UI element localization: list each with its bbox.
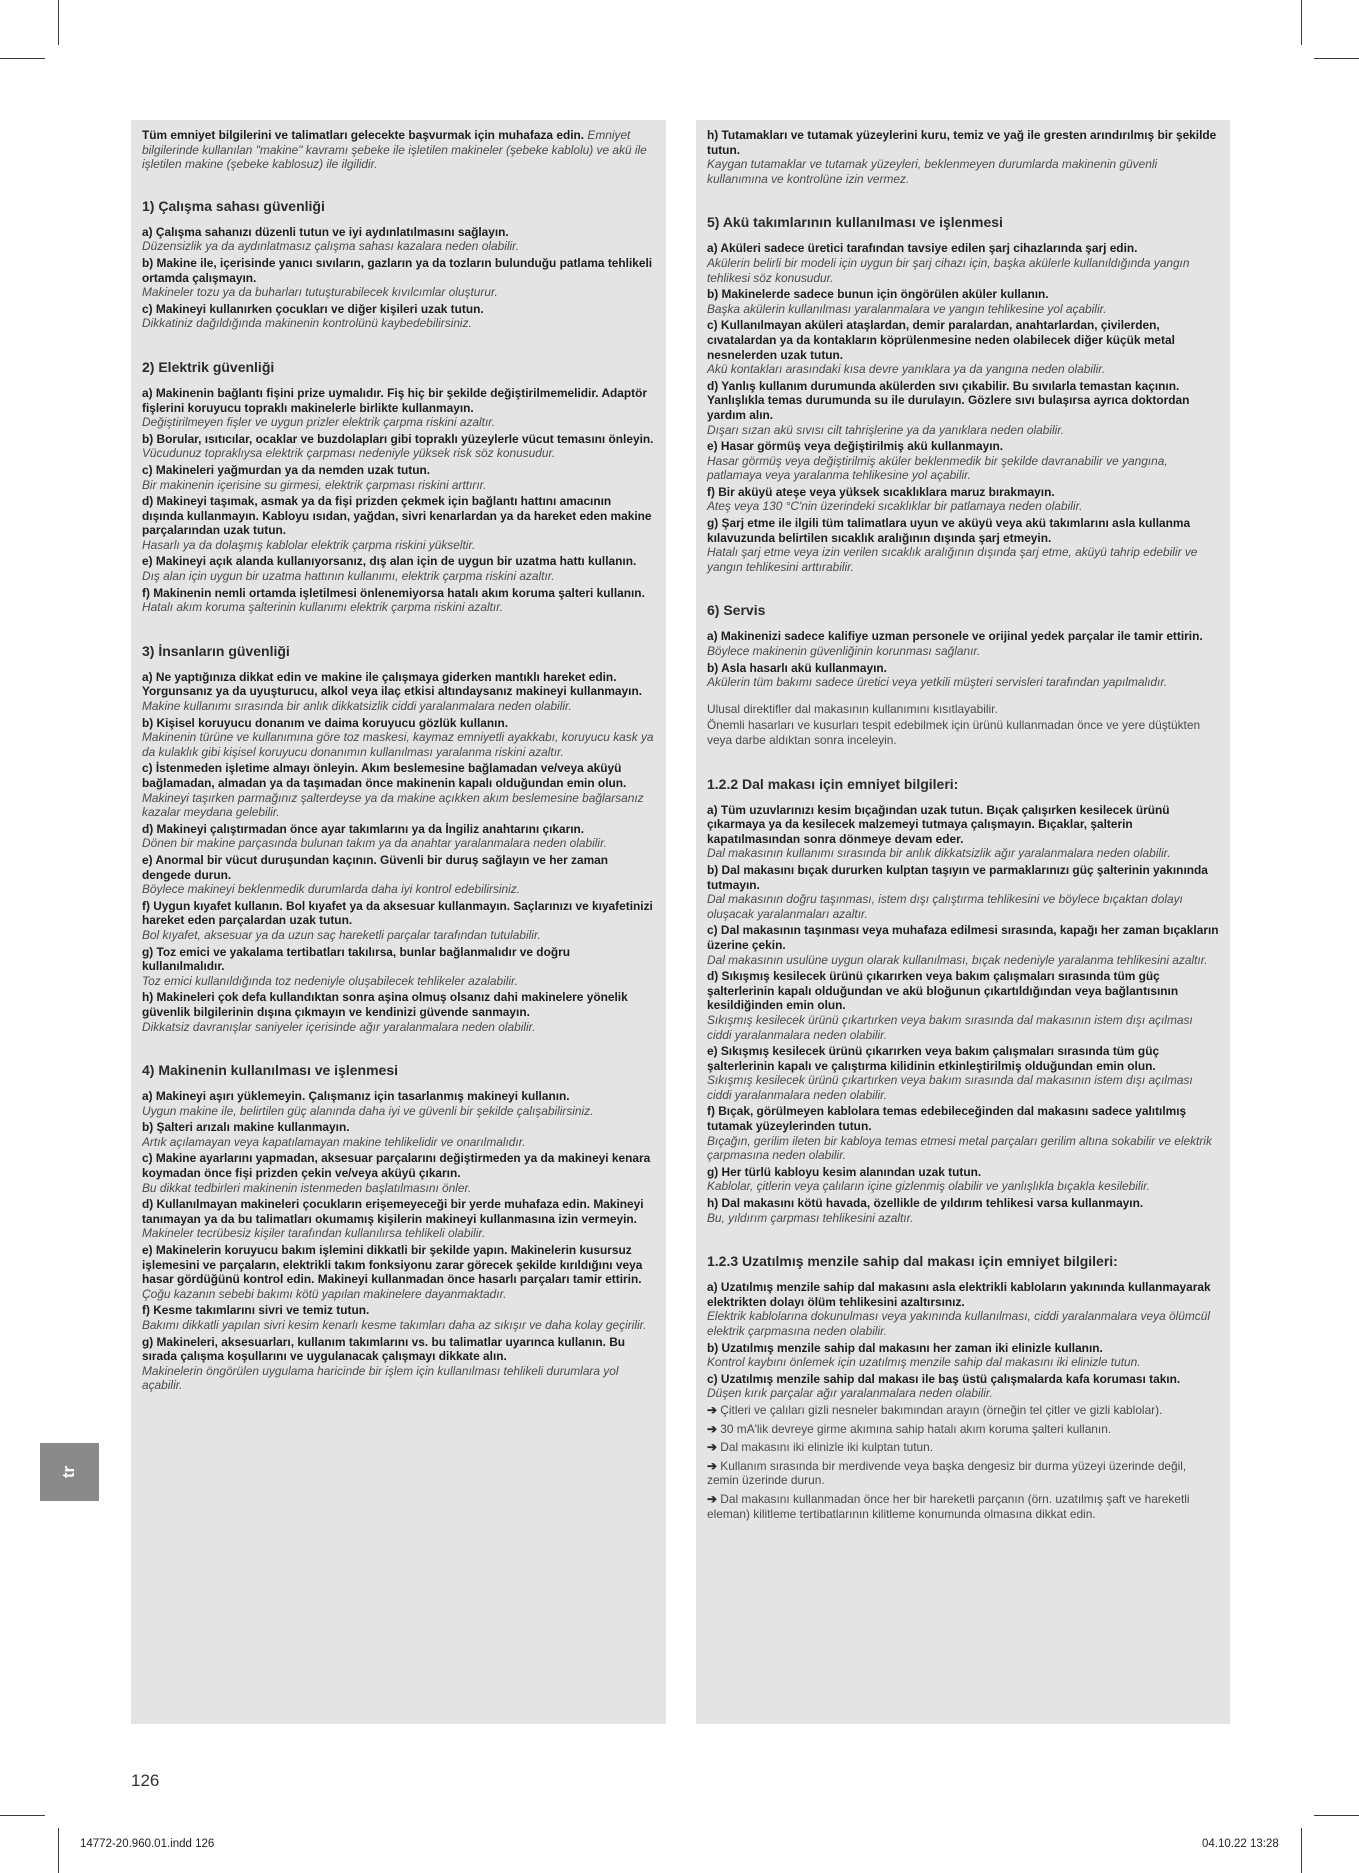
safety-item-heading: c) Dal makasının taşınması veya muhafaza edilmesi sırasında, kapağı her zaman bıçakların üzerine çekin.: [707, 923, 1219, 952]
safety-item-note: Artık açılamayan veya kapatılamayan makine tehlikelidir ve onarılmalıdır.: [142, 1134, 526, 1149]
safety-item: [142, 899, 655, 943]
bullet-item: [707, 1459, 1219, 1488]
section-title: 1.2.2 Dal makası için emniyet bilgileri:: [707, 775, 959, 792]
arrow-icon: ➔: [707, 1491, 717, 1506]
section-title: 6) Servis: [707, 602, 766, 619]
safety-item-heading: b) Makine ile, içerisinde yanıcı sıvıların, gazların ya da tozların bulunduğu patlama tehlikeli ortamda çalışmayın.: [142, 255, 653, 285]
safety-item-heading: c) Makine ayarlarını yapmadan, aksesuar parçalarını değiştirmeden ya da makineyi kenara koymadan önce fişi prizden çekin ve/veya aküyü çıkarın.: [142, 1151, 651, 1181]
safety-item-note: Kontrol kaybını önlemek için uzatılmış menzile sahip dal makasını iki elinizle tutun.: [707, 1355, 1141, 1370]
safety-item-heading: a) Makinenin bağlantı fişini prize uymalıdır. Fiş hiç bir şekilde değiştirilmemelidir. Adaptör fişlerini koruyucu topraklı makinelerle birlikte kullanmayın.: [142, 385, 648, 415]
footer-date: 04.10.22 13:28: [1202, 1838, 1279, 1850]
national-note: Ulusal direktifler dal makasının kullanımını kısıtlayabilir.: [707, 701, 998, 716]
safety-item: [707, 803, 1219, 861]
safety-item-heading: a) Makineyi aşırı yüklemeyin. Çalışmanız için tasarlanmış makineyi kullanın.: [142, 1089, 570, 1104]
bullet-item: [707, 1492, 1219, 1521]
bullet-text: Kullanım sırasında bir merdivende veya başka dengesiz bir durma yüzeyi üzerinde değil, zemin üzerinde durun.: [707, 1458, 1187, 1488]
crop-mark: [1301, 0, 1302, 45]
safety-item-note: Makine kullanımı sırasında bir anlık dikkatsizlik ciddi yaralanmalara neden olabilir.: [142, 699, 572, 714]
safety-item-heading: f) Bıçak, görülmeyen kablolara temas edebileceğinden dal makasını sadece yalıtılmış tutamak yüzeylerinden tutun.: [707, 1104, 1187, 1134]
safety-item-heading: b) Kişisel koruyucu donanım ve daima koruyucu gözlük kullanın.: [142, 715, 509, 730]
safety-item: [707, 1165, 1219, 1194]
safety-item-note: Dikkatsiz davranışlar saniyeler içerisinde ağır yaralanmalara neden olabilir.: [142, 1019, 536, 1034]
safety-item-heading: d) Kullanılmayan makineleri çocukların erişemeyeceği bir yerde muhafaza edin. Makineyi tanımayan ya da bu talimatları okumamış kişilerin makineyi kullanmasına izin vermeyin.: [142, 1197, 644, 1226]
safety-item-note: Toz emici kullanıldığında toz nedeniyle oluşabilecek tehlikeler azalabilir.: [142, 973, 518, 988]
safety-item-heading: d) Yanlış kullanım durumunda akülerden sıvı çıkabilir. Bu sıvılarla temastan kaçının. Yanlışlıkla temas durumunda su ile durulayın. Gözlere sıvı bulaşırsa ayrıca doktordan yardım alın.: [707, 378, 1190, 422]
safety-item-note: Bu dikkat tedbirleri makinenin istenmeden başlatılmasını önler.: [142, 1180, 472, 1195]
crop-mark: [58, 1828, 59, 1873]
safety-item-heading: c) Makineyi kullanırken çocukları ve diğer kişileri uzak tutun.: [142, 301, 484, 316]
inspection-note: Önemli hasarları ve kusurları tespit edebilmek için ürünü kullanmadan önce ve yere düştükten veya darbe aldıktan sonra inceleyin.: [707, 718, 1201, 747]
safety-item: [142, 586, 655, 615]
safety-item-note: Elektrik kablolarına dokunulması veya yakınında kullanılması, ciddi yaralanmalara veya ölümcül elektrik çarpmasına neden olabilir.: [707, 1309, 1210, 1338]
safety-item: [142, 716, 655, 760]
footer-file: 14772-20.960.01.indd 126: [80, 1838, 215, 1850]
arrow-icon: ➔: [707, 1421, 717, 1436]
bullet-item: [707, 1422, 1219, 1437]
language-tab-label: tr: [59, 1465, 79, 1479]
page-number: 126: [131, 1771, 160, 1790]
arrow-icon: ➔: [707, 1458, 717, 1473]
safety-item: [707, 379, 1219, 437]
safety-item: [707, 1196, 1219, 1225]
safety-item: [142, 1243, 655, 1301]
safety-item-heading: c) Makineleri yağmurdan ya da nemden uzak tutun.: [142, 462, 431, 477]
safety-item: [707, 241, 1219, 285]
safety-item-note: Akülerin belirli bir modeli için uygun bir şarj cihazı için, başka akülerle kullanıldığında yangın tehlikesi söz konusudur.: [707, 255, 1190, 285]
safety-item-heading: a) Çalışma sahanızı düzenli tutun ve iyi aydınlatılmasını sağlayın.: [142, 224, 509, 239]
safety-item-note: Uygun makine ile, belirtilen güç alanında daha iyi ve güvenli bir şekilde çalışabilirsiniz.: [142, 1103, 594, 1118]
safety-item-note: Makinelerin öngörülen uygulama haricinde bir işlem için kullanılması tehlikeli durumlara yol açabilir.: [142, 1363, 619, 1393]
safety-item-heading: b) Borular, ısıtıcılar, ocaklar ve buzdolapları gibi topraklı yüzeylerle vücut temasını önleyin.: [142, 431, 654, 446]
safety-item: [142, 302, 655, 331]
safety-item-heading: a) Makinenizi sadece kalifiye uzman personele ve orijinal yedek parçalar ile tamir ettirin.: [707, 629, 1203, 644]
safety-item: [707, 1372, 1219, 1401]
bullet-text: Çitleri ve çalıları gizli nesneler bakımından arayın (örneğin tel çitler ve gizli kablolar).: [720, 1402, 1163, 1417]
safety-item: [142, 853, 655, 897]
safety-item-heading: a) Uzatılmış menzile sahip dal makasını asla elektrikli kabloların yakınında kullanmayarak elektrikten dolayı ölüm tehlikesini azaltırsınız.: [707, 1280, 1211, 1309]
safety-item-note: Hatalı akım koruma şalterinin kullanımı elektrik çarpma riskini azaltır.: [142, 600, 504, 615]
arrow-icon: ➔: [707, 1440, 717, 1455]
safety-item-heading: a) Aküleri sadece üretici tarafından tavsiye edilen şarj cihazlarında şarj edin.: [707, 241, 1138, 256]
safety-item: [142, 256, 655, 300]
left-column: [131, 120, 666, 1724]
safety-item-heading: d) Makineyi taşımak, asmak ya da fişi prizden çekmek için bağlantı hattını amacının dışında kullanmayın. Kabloyu ısıdan, yağdan, sivri kenarlardan ya da hareket eden makine parçalarından uzak tutun.: [142, 494, 652, 538]
safety-item-note: Kaygan tutamaklar ve tutamak yüzeyleri, beklenmeyen durumlarda makinenin güvenli kullanımına ve kontrolüne izin vermez.: [707, 157, 1158, 186]
safety-item: [707, 1341, 1219, 1370]
crop-mark: [1301, 1828, 1302, 1873]
section-list: [707, 1280, 1219, 1401]
safety-item: [142, 945, 655, 989]
safety-item-note: Ateş veya 130 °C'nin üzerindeki sıcaklıklar bir patlamaya neden olabilir.: [707, 499, 1083, 514]
safety-item-heading: e) Makinelerin koruyucu bakım işlemini dikkatli bir şekilde yapın. Makinelerin kusursuz işlemesini ve parçaların, elektrikli takım fonksiyonu zarar görecek şekilde kırıldığını veya hasar gördüğünü kontrol edin. Makineyi kullanmadan önce hasarlı parçaları tamir ettirin.: [142, 1243, 643, 1287]
safety-item-note: Vücudunuz topraklıysa elektrik çarpması nedeniyle yüksek risk söz konusudur.: [142, 446, 556, 461]
section-title: 3) İnsanların güvenliği: [142, 642, 290, 659]
safety-item-note: Dışarı sızan akü sıvısı cilt tahrişlerine ya da yanıklara neden olabilir.: [707, 422, 1065, 437]
safety-item-heading: h) Tutamakları ve tutamak yüzeylerini kuru, temiz ve yağ ile gresten arındırılmış bir şekilde tutun.: [707, 128, 1217, 157]
safety-item-note: Böylece makineyi beklenmedik durumlarda daha iyi kontrol edebilirsiniz.: [142, 882, 521, 897]
safety-item-heading: a) Tüm uzuvlarınızı kesim bıçağından uzak tutun. Bıçak çalışırken kesilecek ürünü çıkarmaya ya da kesilecek malzemeyi tutmaya çalışmayın. Bıçaklar, şalterin kapatılmasından sonra dönmeye devam eder.: [707, 802, 1170, 846]
section-list: [142, 1089, 655, 1393]
safety-item: [707, 318, 1219, 376]
bullet-item: [707, 1403, 1219, 1418]
safety-item-note: Dikkatiniz dağıldığında makinenin kontrolünü kaybedebilirsiniz.: [142, 316, 472, 331]
safety-item: [142, 1197, 655, 1241]
safety-item: [142, 1089, 655, 1118]
crop-mark: [58, 0, 59, 45]
safety-item-heading: b) Asla hasarlı akü kullanmayın.: [707, 660, 887, 675]
section-list: [142, 386, 655, 615]
safety-item-note: Sıkışmış kesilecek ürünü çıkartırken veya bakım sırasında dal makasının istem dışı açılması ciddi yaralanmalara neden olabilir.: [707, 1073, 1193, 1102]
safety-item-heading: g) Toz emici ve yakalama tertibatları takılırsa, bunlar bağlanmalıdır ve doğru kullanılmalıdır.: [142, 944, 570, 974]
safety-item-note: Sıkışmış kesilecek ürünü çıkartırken veya bakım sırasında dal makasının istem dışı açılması ciddi yaralanmalara neden olabilir.: [707, 1012, 1193, 1042]
safety-item: [142, 990, 655, 1034]
safety-item-note: Makineler tecrübesiz kişiler tarafından kullanılırsa tehlikeli olabilir.: [142, 1226, 486, 1241]
safety-item: [142, 670, 655, 714]
bullet-list: [707, 1403, 1219, 1521]
safety-item-heading: d) Sıkışmış kesilecek ürünü çıkarırken veya bakım çalışmaları sırasında tüm güç şalterlerinin kapalı olduğundan ve akü bloğunun çıkartıldığından veya bağlantısının kesildiğinden emin olun.: [707, 969, 1179, 1013]
safety-item: [142, 1303, 655, 1332]
safety-item-heading: g) Şarj etme ile ilgili tüm talimatlara uyun ve aküyü veya akü takımlarını asla kullanma kılavuzunda belirtilen sıcaklık aralığının dışında şarj etmeyin.: [707, 516, 1191, 545]
safety-item-note: Başka akülerin kullanılması yaralanmalara ve yangın tehlikesine yol açabilir.: [707, 301, 1107, 316]
right-column: [696, 120, 1230, 1724]
safety-item: [142, 463, 655, 492]
crop-mark: [1314, 1815, 1359, 1816]
section-list: [142, 670, 655, 1034]
safety-item-heading: e) Hasar görmüş veya değiştirilmiş akü kullanmayın.: [707, 439, 1004, 454]
crop-mark: [0, 58, 45, 59]
crop-mark: [0, 1815, 45, 1816]
safety-item-note: Bakımı dikkatli yapılan sivri kesim kenarlı kesme takımları daha az sıkışır ve daha kolay geçirilir.: [142, 1318, 647, 1332]
safety-item: [707, 485, 1219, 514]
safety-item-heading: b) Şalteri arızalı makine kullanmayın.: [142, 1120, 350, 1135]
safety-item-note: Dış alan için uygun bir uzatma hattının kullanımı, elektrik çarpma riskini azaltır.: [142, 569, 555, 584]
safety-item-heading: d) Makineyi çalıştırmadan önce ayar takımlarını ya da İngiliz anahtarını çıkarın.: [142, 821, 585, 836]
section-list: [142, 225, 655, 331]
arrow-icon: ➔: [707, 1402, 717, 1417]
safety-item-heading: b) Makinelerde sadece bunun için öngörülen aküler kullanın.: [707, 287, 1049, 302]
section-title: 2) Elektrik güvenliği: [142, 358, 275, 375]
safety-item-heading: e) Makineyi açık alanda kullanıyorsanız, dış alan için de uygun bir uzatma hattı kullanın.: [142, 554, 637, 569]
safety-item: [707, 516, 1219, 574]
safety-item: [707, 128, 1219, 186]
safety-item-heading: c) Kullanılmayan aküleri ataşlardan, demir paralardan, anahtarlardan, çivilerden, cıvatalardan ya da kontakların köprülenmesine neden olabilecek diğer küçük metal nesnelerden uzak tutun.: [707, 318, 1175, 362]
safety-item-note: Dal makasının doğru taşınması, istem dışı çalıştırma tehlikesini ve böylece bıçaktan dolayı oluşacak yaralanmaları azaltır.: [707, 892, 1183, 921]
safety-item-note: Böylece makinenin güvenliğinin korunması sağlanır.: [707, 644, 981, 659]
safety-item-note: Hasarlı ya da dolaşmış kablolar elektrik çarpma riskini yükseltir.: [142, 537, 476, 552]
safety-item: [707, 1044, 1219, 1102]
safety-item: [142, 822, 655, 851]
safety-item-heading: a) Ne yaptığınıza dikkat edin ve makine ile çalışmaya giderken mantıklı hareket edin. Yorgunsanız ya da uyuşturucu, alkol veya ilaç etkisi altındaysanız makineyi kullanmayın.: [142, 669, 643, 699]
safety-item: [142, 225, 655, 254]
safety-item-heading: b) Dal makasını bıçak dururken kulptan taşıyın ve parmaklarınızı güç şalterinin yakınında tutmayın.: [707, 862, 1208, 892]
safety-item: [142, 1335, 655, 1393]
safety-item-heading: e) Anormal bir vücut duruşundan kaçının. Güvenli bir duruş sağlayın ve her zaman dengede durun.: [142, 852, 609, 882]
safety-item: [707, 969, 1219, 1042]
safety-item-note: Akü kontakları arasındaki kısa devre yanıklara ya da yangına neden olabilir.: [707, 362, 1106, 377]
safety-item-note: Değiştirilmeyen fişler ve uygun prizler elektrik çarpma riskini azaltır.: [142, 415, 496, 430]
safety-item-heading: f) Bir aküyü ateşe veya yüksek sıcaklıklara maruz bırakmayın.: [707, 484, 1055, 499]
section-title: 5) Akü takımlarının kullanılması ve işlenmesi: [707, 214, 1003, 231]
safety-item: [707, 439, 1219, 483]
section-title: 1) Çalışma sahası güvenliği: [142, 197, 325, 214]
intro-paragraph: [142, 128, 655, 172]
safety-item-heading: g) Her türlü kabloyu kesim alanından uzak tutun.: [707, 1164, 982, 1179]
safety-item: [142, 554, 655, 583]
intro-italic: Emniyet bilgilerinde kullanılan "makine" kavramı şebeke ile işletilen makineler (şebeke kablolu) ve akü ile işletilen makine (şebeke kablosuz) ile ilgilidir.: [142, 128, 647, 172]
safety-item-note: Bıçağın, gerilim ileten bir kabloya temas etmesi metal parçaları gerilim altına sokabilir ve elektrik çarpmasına neden olabilir.: [707, 1133, 1212, 1163]
section-title: 1.2.3 Uzatılmış menzile sahip dal makası için emniyet bilgileri:: [707, 1253, 1118, 1270]
safety-item-heading: h) Dal makasını kötü havada, özellikle de yıldırım tehlikesi varsa kullanmayın.: [707, 1196, 1144, 1211]
safety-item-heading: e) Sıkışmış kesilecek ürünü çıkarırken veya bakım çalışmaları sırasında tüm güç şalterlerinin kapalı ve çalıştırma kilidinin etkinleştirilmiş olduğundan emin olun.: [707, 1044, 1160, 1073]
safety-item-note: Hasar görmüş veya değiştirilmiş aküler beklenmedik bir şekilde davranabilir ve yangına, patlamaya veya yaralanma tehlikesine yol açabilir.: [707, 453, 1168, 483]
safety-item-note: Düzensizlik ya da aydınlatmasız çalışma sahası kazalara neden olabilir.: [142, 239, 519, 254]
section-list: [707, 629, 1219, 689]
language-tab: [40, 1443, 99, 1501]
section-list: [707, 128, 1219, 186]
bullet-item: [707, 1440, 1219, 1455]
safety-item-note: Hatalı şarj etme veya izin verilen sıcaklık aralığının dışında şarj etme, aküyü tahrip edebilir ve yangın tehlikesini arttırabilir.: [707, 545, 1198, 574]
safety-item: [707, 1280, 1219, 1338]
safety-item: [707, 661, 1219, 690]
safety-item: [142, 386, 655, 430]
safety-item-note: Kablolar, çitlerin veya çalıların içine gizlenmiş olabilir ve yanlışlıkla bıçakla kesilebilir.: [707, 1179, 1151, 1194]
safety-item-heading: c) Uzatılmış menzile sahip dal makası ile baş üstü çalışmalarda kafa koruması takın.: [707, 1371, 1181, 1386]
safety-item-note: Makinenin türüne ve kullanımına göre toz maskesi, kaymaz emniyetli ayakkabı, koruyucu kask ya da kulaklık gibi kişisel koruyucu donanımın kullanılması yaralanma riskini azaltır.: [142, 730, 654, 759]
safety-item: [142, 494, 655, 552]
bullet-text: Dal makasını kullanmadan önce her bir hareketli parçanın (örn. uzatılmış şaft ve hareketli eleman) kilitleme tertibatlarının kilitleme konumunda olmasına dikkat edin.: [707, 1491, 1190, 1521]
bullet-text: 30 mA'lik devreye girme akımına sahip hatalı akım koruma şalteri kullanın.: [720, 1421, 1112, 1436]
section-list: [707, 241, 1219, 574]
safety-item-note: Dönen bir makine parçasında bulunan takım ya da anahtar yaralanmalara neden olabilir.: [142, 836, 607, 851]
safety-item-note: Bu, yıldırım çarpması tehlikesini azaltır.: [707, 1210, 914, 1225]
safety-item-note: Bol kıyafet, aksesuar ya da uzun saç hareketli parçalar tarafından tutulabilir.: [142, 927, 541, 942]
intro-bold: Tüm emniyet bilgilerini ve talimatları gelecekte başvurmak için muhafaza edin.: [142, 128, 585, 142]
safety-item-heading: c) İstenmeden işletime almayı önleyin. Akım beslemesine bağlamadan ve/veya aküyü bağlamadan, almadan ya da taşımadan önce makinenin kapalı olduğundan emin olun.: [142, 761, 627, 790]
safety-item: [707, 923, 1219, 967]
safety-item: [707, 863, 1219, 921]
safety-item-note: Akülerin tüm bakımı sadece üretici veya yetkili müşteri servisleri tarafından yapılmalıdır.: [707, 675, 1168, 690]
section-list: [707, 803, 1219, 1226]
safety-item-note: Çoğu kazanın sebebi bakımı kötü yapılan makinelere dayanmaktadır.: [142, 1286, 507, 1301]
safety-item: [707, 1104, 1219, 1162]
safety-item-heading: g) Makineleri, aksesuarları, kullanım takımlarını vs. bu talimatlar uyarınca kullanın. Bu sırada çalışma koşullarını ve uygulanacak çalışmayı dikkate alın.: [142, 1334, 626, 1364]
safety-item: [707, 287, 1219, 316]
safety-item-heading: h) Makineleri çok defa kullandıktan sonra aşina olmuş olsanız dahi makinelere yönelik güvenlik bilgilerinin dışına çıkmayın ve kendinizi güvende sanmayın.: [142, 990, 628, 1019]
safety-item-note: Makineyi taşırken parmağınız şalterdeyse ya da makine açıkken akım beslemesine bağlarsanız kazalar meydana gelebilir.: [142, 790, 644, 820]
safety-item-note: Düşen kırık parçalar ağır yaralanmalara neden olabilir.: [707, 1386, 993, 1401]
safety-item-heading: f) Makinenin nemli ortamda işletilmesi önlenemiyorsa hatalı akım koruma şalteri kullanın.: [142, 585, 645, 600]
safety-item: [142, 761, 655, 819]
safety-item-heading: f) Kesme takımlarını sivri ve temiz tutun.: [142, 1303, 370, 1318]
safety-item-note: Dal makasının usulüne uygun olarak kullanılması, bıçak nedeniyle yaralanma tehlikesini azaltır.: [707, 952, 1208, 967]
safety-item-heading: f) Uygun kıyafet kullanın. Bol kıyafet ya da aksesuar kullanmayın. Saçlarınızı ve kıyafetinizi hareket eden parçalardan uzak tutun.: [142, 898, 653, 928]
section-title: 4) Makinenin kullanılması ve işlenmesi: [142, 1062, 398, 1079]
crop-mark: [1314, 58, 1359, 59]
safety-item-note: Makineler tozu ya da buharları tutuşturabilecek kıvılcımlar oluşturur.: [142, 285, 498, 300]
safety-item-note: Dal makasının kullanımı sırasında bir anlık dikkatsizlik ağır yaralanmalara neden olabilir.: [707, 846, 1171, 861]
bullet-text: Dal makasını iki elinizle iki kulptan tutun.: [720, 1440, 934, 1455]
safety-item: [707, 629, 1219, 658]
safety-item: [142, 1120, 655, 1149]
safety-item-note: Bir makinenin içerisine su girmesi, elektrik çarpması riskini arttırır.: [142, 477, 487, 492]
safety-item: [142, 1151, 655, 1195]
safety-item: [142, 432, 655, 461]
safety-item-heading: b) Uzatılmış menzile sahip dal makasını her zaman iki elinizle kullanın.: [707, 1340, 1103, 1355]
